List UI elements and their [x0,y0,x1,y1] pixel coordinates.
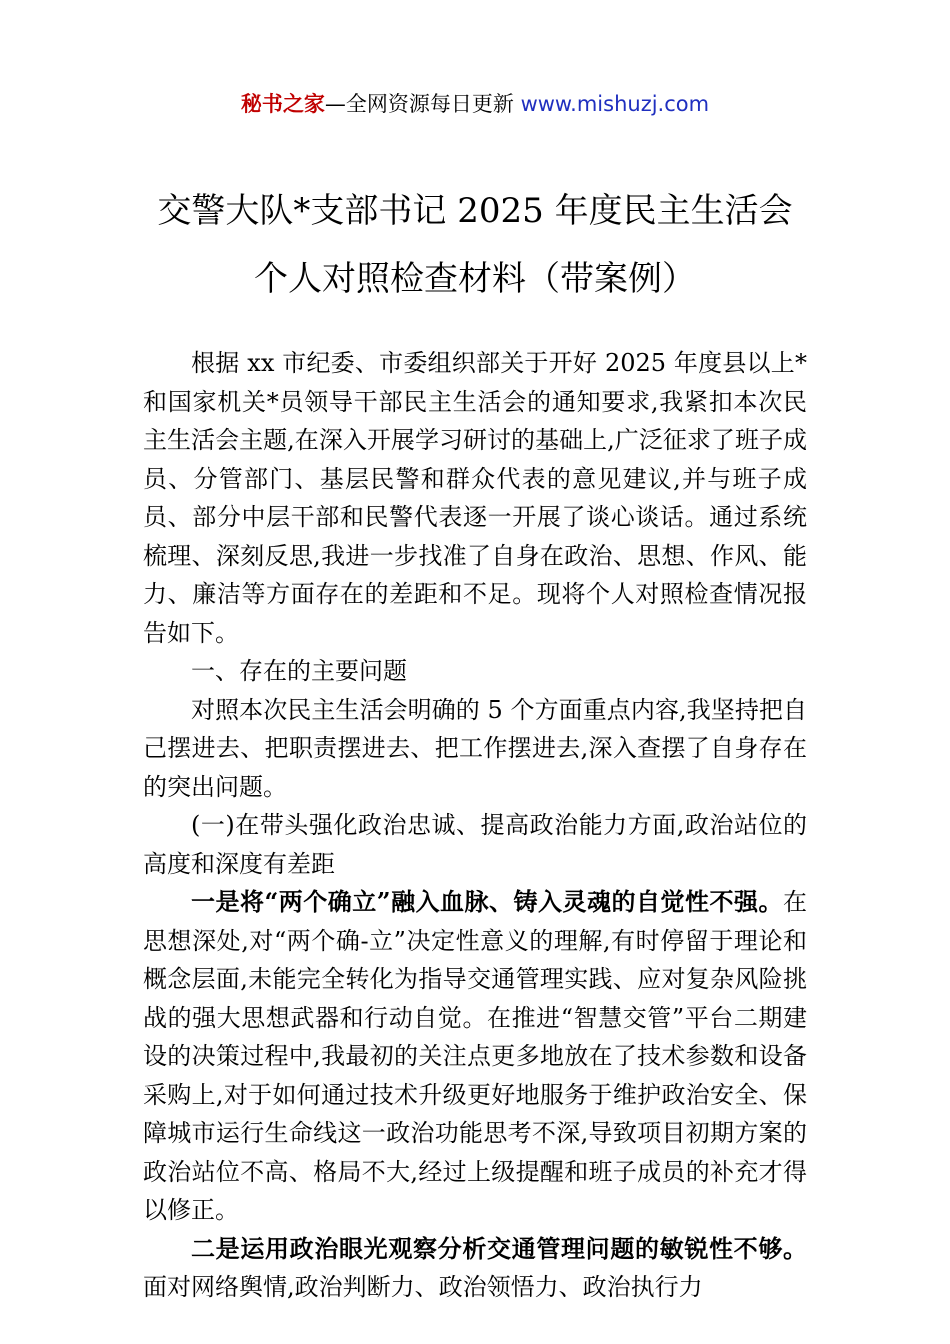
site-url-link[interactable]: www.mishuzj.com [520,92,710,116]
site-tagline: —全网资源每日更新 [324,92,521,116]
point-one-text: 在思想深处,对“两个确-立”决定性意义的理解,有时停留于理论和概念层面,未能完全转化为指导交通管理实践、应对复杂风险挑战的强大思想武器和行动自觉。在推进“智慧交管”平台二期建设的决策过程中,我最初的关注点更多地放在了技术参数和设备采购上,对于如何通过技术升级更好地服务于维护政治安全、保障城市运行生命线这一政治功能思考不深,导致项目初期方案的政治站位不高、格局不大,经过上级提醒和班子成员的补充才得以修正。 [143,888,807,1224]
document-body [143,344,807,1307]
document-title-line-1: 交警大队*支部书记 2025 年度民主生活会 [157,191,793,231]
section-heading: 一、存在的主要问题 [191,657,407,685]
point-one-lead: 一是将“两个确立”融入血脉、铸入灵魂的自觉性不强。 [191,887,783,916]
subsection-heading: (一)在带头强化政治忠诚、提高政治能力方面,政治站位的高度和深度有差距 [143,811,807,878]
document-title-line-2: 个人对照检查材料（带案例） [254,259,696,299]
intro-paragraph: 根据 xx 市纪委、市委组织部关于开好 2025 年度县以上*和国家机关*员领导干部民主生活会的通知要求,我紧扣本次民主生活会主题,在深入开展学习研讨的基础上,广泛征求了班子成员、分管部门、基层民警和群众代表的意见建议,并与班子成员、部分中层干部和民警代表逐一开展了谈心谈话。通过系统梳理、深刻反思,我进一步找准了自身在政治、思想、作风、能力、廉洁等方面存在的差距和不足。现将个人对照检查情况报告如下。 [143,349,807,647]
site-brand: 秘书之家 [240,92,325,116]
site-banner [0,88,950,120]
point-two-text: 面对网络舆情,政治判断力、政治领悟力、政治执行力 [143,1273,703,1301]
point-one-paragraph [143,883,807,1230]
section-intro-paragraph: 对照本次民主生活会明确的 5 个方面重点内容,我坚持把自己摆进去、把职责摆进去、把工作摆进去,深入查摆了自身存在的突出问题。 [143,695,807,801]
point-two-paragraph [143,1230,807,1307]
point-two-lead: 二是运用政治眼光观察分析交通管理问题的敏锐性不够。 [191,1233,807,1263]
